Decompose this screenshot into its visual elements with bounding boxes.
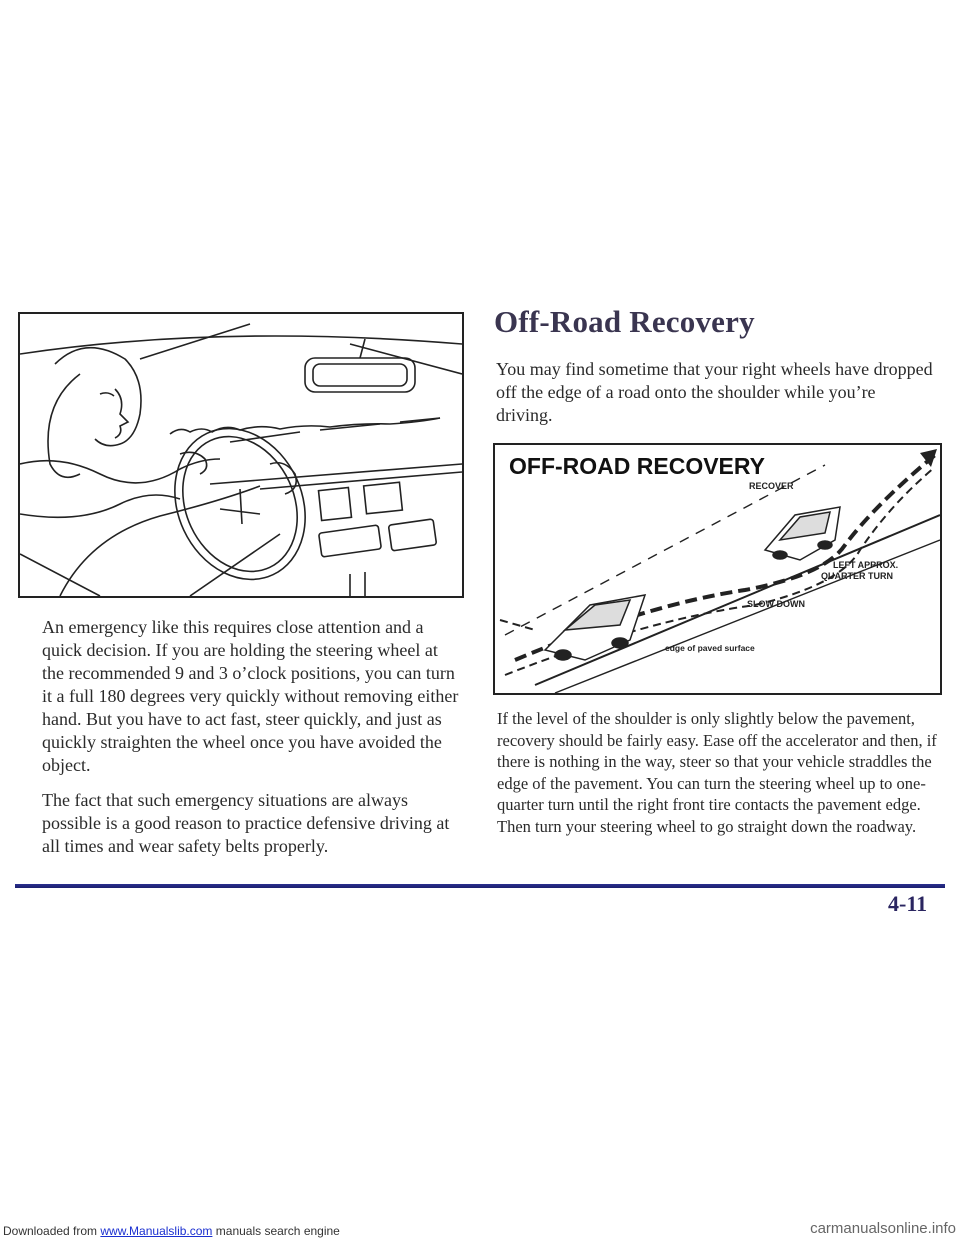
off-road-recovery-diagram	[493, 443, 942, 695]
left-column-text	[42, 616, 462, 870]
section-title: Off-Road Recovery	[494, 304, 755, 339]
site-watermark: carmanualsonline.info	[810, 1220, 956, 1237]
recovery-instructions-paragraph: If the level of the shoulder is only slightly below the pavement, recovery should be fairly easy. Ease off the accelerator and then, if there is nothing in the way, steer so that your vehicle straddles the edge of the pavement. You can turn the steering wheel up to one-quarter turn until the right front tire contacts the pavement edge. Then turn your steering wheel to go straight down the roadway.	[497, 709, 937, 836]
footer-prefix: Downloaded from	[3, 1224, 101, 1238]
driver-illustration	[18, 312, 464, 598]
page-number: 4-11	[888, 891, 928, 916]
manualslib-link[interactable]: www.Manualslib.com	[100, 1224, 213, 1238]
label-recover: RECOVER	[749, 481, 794, 491]
download-footer	[3, 1224, 340, 1238]
label-left-approx: LEFT APPROX.	[833, 560, 899, 570]
diagram-title: OFF-ROAD RECOVERY	[509, 453, 765, 479]
label-edge-paved: edge of paved surface	[665, 643, 755, 653]
defensive-driving-paragraph: The fact that such emergency situations are always possible is a good reason to practice defensive driving at all times and wear safety belts properly.	[42, 790, 450, 856]
label-quarter-turn: QUARTER TURN	[821, 571, 893, 581]
footer-suffix: manuals search engine	[212, 1224, 340, 1238]
emergency-paragraph: An emergency like this requires close attention and a quick decision. If you are holding the steering wheel at the recommended 9 and 3 o’clock positions, you can turn it a full 180 degrees very quickly without removing either hand. But you have to act fast, steer quickly, and just as quickly straighten the wheel once you have avoided the object.	[42, 617, 459, 775]
page-rule	[15, 884, 945, 888]
intro-paragraph: You may find sometime that your right wheels have dropped off the edge of a road onto the shoulder while you’re driving.	[496, 359, 933, 425]
label-slow-down: SLOW DOWN	[747, 599, 805, 609]
woman-driving-steering-wheel-icon	[20, 314, 462, 596]
